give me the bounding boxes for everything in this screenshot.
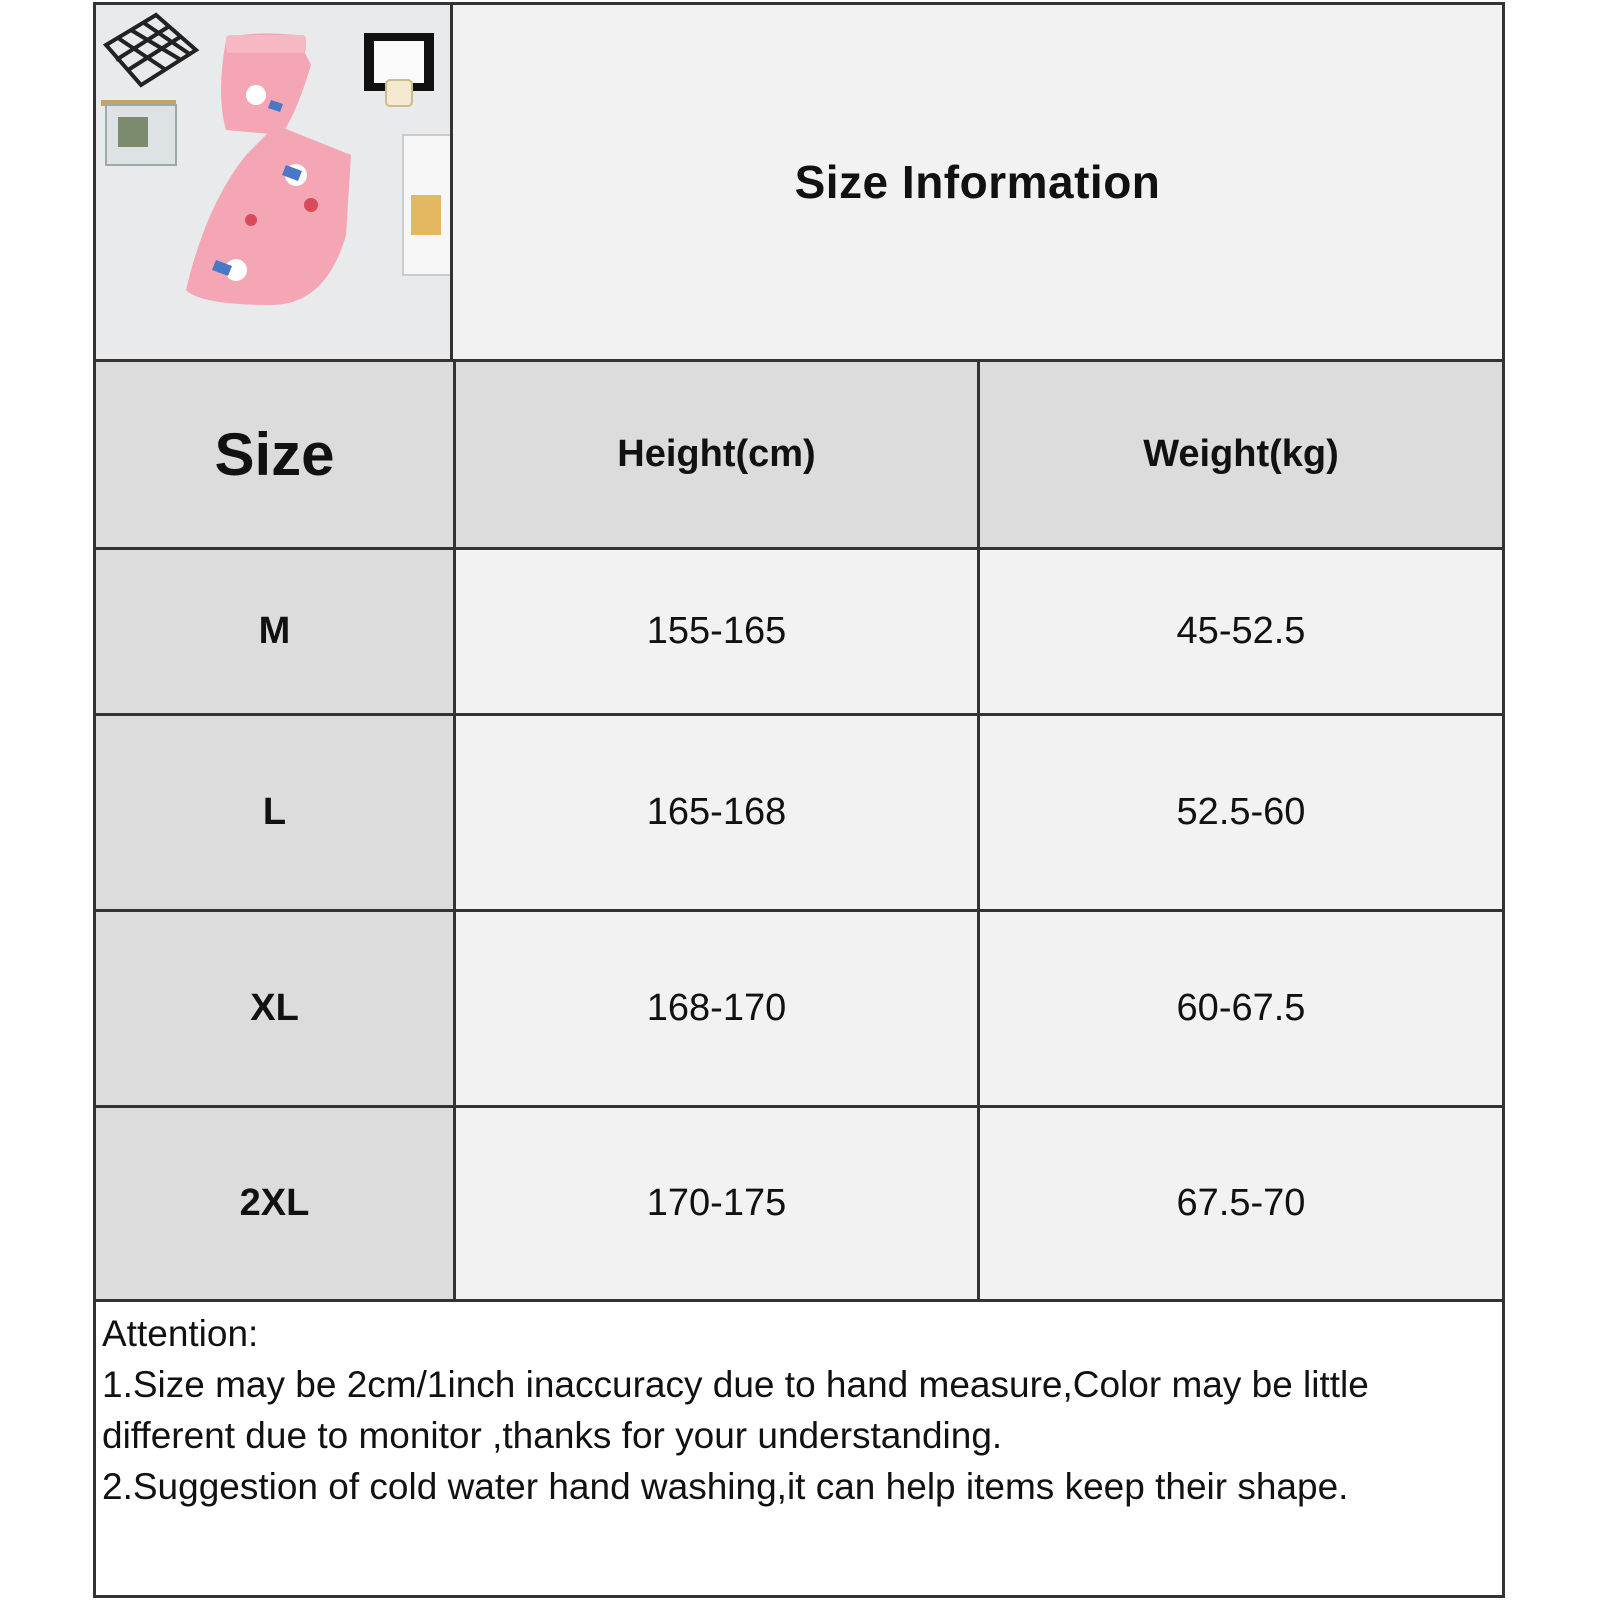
weight-value: 52.5-60 [1176, 791, 1306, 833]
note-line-2: 2.Suggestion of cold water hand washing,it can help items keep their shape. [102, 1466, 1349, 1507]
table-row-size-cell [96, 912, 453, 1105]
height-value: 155-165 [646, 610, 787, 652]
weight-cell [980, 912, 1502, 1105]
weight-value: 60-67.5 [1176, 987, 1306, 1029]
size-label: 2XL [239, 1182, 310, 1224]
notes-heading: Attention: [102, 1313, 259, 1354]
weight-cell [980, 1108, 1502, 1299]
note-line-1: 1.Size may be 2cm/1inch inaccuracy due to hand measure,Color may be little different due to monitor ,thanks for your understanding. [102, 1364, 1369, 1456]
height-cell [456, 1108, 977, 1299]
table-row-size-cell [96, 716, 453, 909]
product-photo [96, 5, 453, 359]
weight-value: 67.5-70 [1176, 1182, 1306, 1224]
height-cell [456, 912, 977, 1105]
height-value: 170-175 [646, 1182, 787, 1224]
height-value: 168-170 [646, 987, 787, 1029]
title-cell [453, 5, 1502, 359]
size-label: XL [250, 987, 299, 1029]
attention-notes [96, 1302, 1502, 1595]
weight-header-cell [980, 362, 1502, 547]
size-header-cell [96, 362, 453, 547]
size-label: L [262, 791, 287, 833]
column-divider [977, 359, 980, 1302]
size-label: M [258, 610, 291, 652]
size-header: Size [214, 421, 335, 488]
table-row-size-cell [96, 550, 453, 713]
column-divider [453, 359, 456, 1302]
page-title: Size Information [794, 156, 1161, 208]
height-header-cell [456, 362, 977, 547]
weight-value: 45-52.5 [1176, 610, 1306, 652]
height-cell [456, 550, 977, 713]
height-cell [456, 716, 977, 909]
weight-cell [980, 550, 1502, 713]
height-value: 165-168 [646, 791, 787, 833]
pajama-pants-image [96, 5, 450, 359]
height-header: Height(cm) [617, 433, 816, 475]
weight-cell [980, 716, 1502, 909]
table-row-size-cell [96, 1108, 453, 1299]
weight-header: Weight(kg) [1143, 433, 1339, 475]
size-chart [93, 2, 1505, 1598]
